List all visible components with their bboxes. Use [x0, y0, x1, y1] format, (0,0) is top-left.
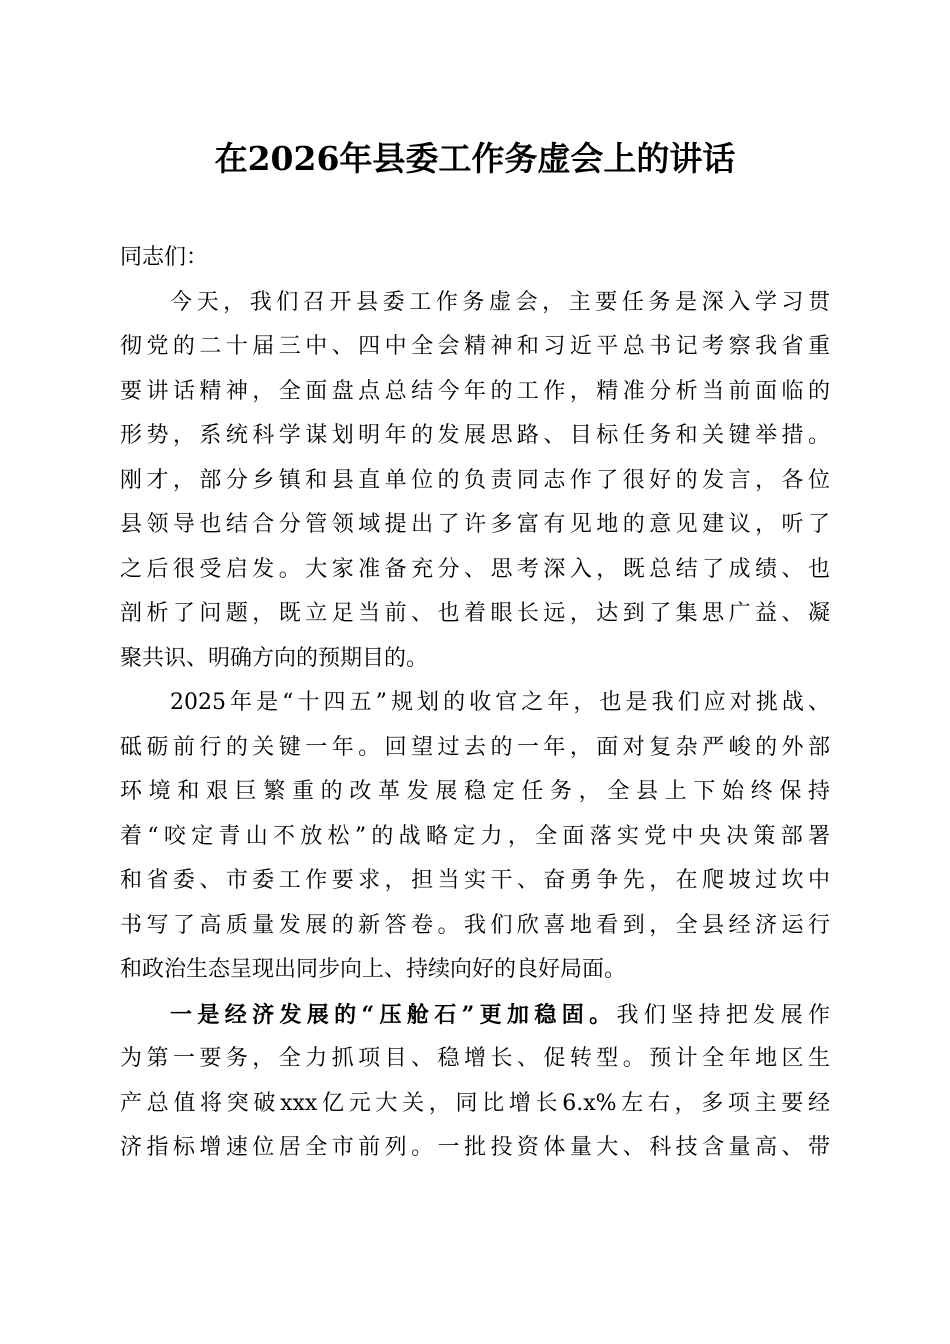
- paragraph-line: 环境和艰巨繁重的改革发展稳定任务，全县上下始终保持: [120, 779, 830, 804]
- paragraph-line: 之后很受启发。大家准备充分、思考深入，既总结了成绩、也: [120, 556, 830, 582]
- paragraph-line: 和政治生态呈现出同步向上、持续向好的良好局面。: [120, 957, 627, 982]
- paragraph-2: [120, 681, 830, 993]
- paragraph-line: 彻党的二十届三中、四中全会精神和习近平总书记考察我省重: [120, 334, 830, 359]
- paragraph-line: 为第一要务，全力抓项目、稳增长、促转型。预计全年地区生: [120, 1046, 830, 1071]
- paragraph-line: [120, 993, 830, 1038]
- document-body: [120, 236, 830, 1171]
- paragraph-line: 剖析了问题，既立足当前、也着眼长远，达到了集思广益、凝: [120, 601, 830, 626]
- paragraph-line: 要讲话精神，全面盘点总结今年的工作，精准分析当前面临的: [120, 378, 830, 404]
- bold-lead: 一是经济发展的“压舱石”更加稳固。: [170, 1001, 617, 1028]
- paragraph-line: 2025年是“十四五”规划的收官之年，也是我们应对挑战、: [170, 690, 830, 715]
- salutation: 同志们：: [120, 245, 209, 270]
- paragraph-line: 和省委、市委工作要求，担当实干、奋勇争先，在爬坡过坎中: [120, 868, 830, 893]
- paragraph-line: 书写了高质量发展的新答卷。我们欣喜地看到，全县经济运行: [120, 912, 830, 938]
- paragraph-line: 产总值将突破xxx亿元大关，同比增长6.x%左右，多项主要经: [120, 1090, 830, 1116]
- paragraph-line: 着“咬定青山不放松”的战略定力，全面落实党中央决策部署: [120, 823, 830, 849]
- paragraph-line: 县领导也结合分管领域提出了许多富有见地的意见建议，听了: [120, 512, 830, 537]
- paragraph-line: 形势，系统科学谋划明年的发展思路、目标任务和关键举措。: [120, 423, 830, 448]
- paragraph-1: [120, 281, 830, 682]
- document-title: 在2026年县委工作务虚会上的讲话: [214, 139, 736, 178]
- paragraph-line: 今天，我们召开县委工作务虚会，主要任务是深入学习贯: [170, 289, 830, 315]
- paragraph-3: [120, 993, 830, 1171]
- paragraph-line: 济指标增速位居全市前列。一批投资体量大、科技含量高、带: [120, 1135, 830, 1160]
- paragraph-line: 砥砺前行的关键一年。回望过去的一年，面对复杂严峻的外部: [120, 734, 830, 760]
- paragraph-line-rest: 我们坚持把发展作: [616, 1002, 830, 1028]
- paragraph-line: 刚才，部分乡镇和县直单位的负责同志作了很好的发言，各位: [120, 467, 830, 493]
- paragraph-line: 聚共识、明确方向的预期目的。: [120, 645, 429, 671]
